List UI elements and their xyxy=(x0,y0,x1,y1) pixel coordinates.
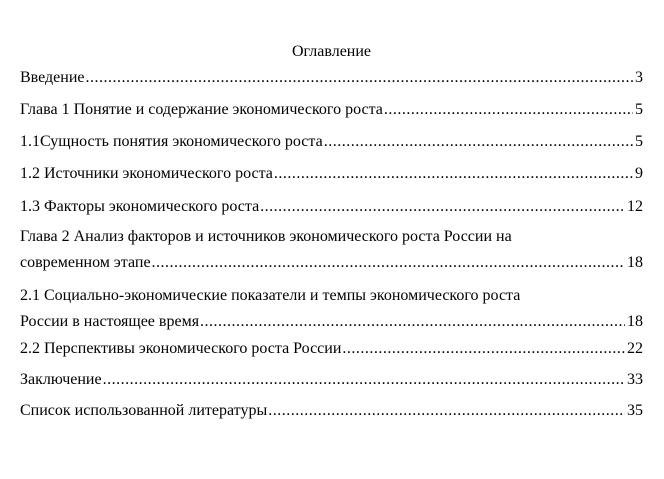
dot-leader xyxy=(103,370,625,390)
toc-entry-text: Заключение xyxy=(20,371,102,388)
toc-entry-page: 18 xyxy=(627,254,643,271)
toc-entry-section-1-3[interactable] xyxy=(20,197,643,217)
toc-entry-text: 1.1Сущность понятия экономического роста xyxy=(20,133,323,150)
toc-entry-section-2-2[interactable] xyxy=(20,339,643,359)
toc-entry-chapter-2[interactable] xyxy=(20,227,643,273)
toc-entry-page: 12 xyxy=(627,198,643,215)
toc-entry-references[interactable] xyxy=(20,401,643,421)
toc-entry-page: 3 xyxy=(635,69,643,86)
toc-entry-introduction[interactable] xyxy=(20,68,643,88)
toc-entry-section-1-1[interactable] xyxy=(20,132,643,152)
dot-leader xyxy=(324,132,633,152)
toc-entry-text: Список использованной литературы xyxy=(20,402,268,419)
toc-entry-page: 33 xyxy=(627,371,643,388)
toc-entry-page: 22 xyxy=(627,340,643,357)
dot-leader xyxy=(384,100,633,120)
toc-entry-page: 5 xyxy=(635,133,643,150)
toc-entry-page: 18 xyxy=(627,313,643,330)
dot-leader xyxy=(268,401,625,421)
toc-entry-text: 1.3 Факторы экономического роста xyxy=(20,198,260,215)
toc-entry-text: Введение xyxy=(20,69,85,86)
toc-entry-text: 1.2 Источники экономического роста xyxy=(20,165,273,182)
dot-leader xyxy=(200,312,625,332)
toc-entry-conclusion[interactable] xyxy=(20,370,643,390)
document-page xyxy=(20,42,643,419)
dot-leader xyxy=(342,339,625,359)
toc-entry-text: 2.2 Перспективы экономического роста России xyxy=(20,340,342,357)
toc-entry-text-line1: 2.1 Социально-экономические показатели и темпы экономического роста xyxy=(20,287,521,304)
toc-entry-chapter-1[interactable] xyxy=(20,100,643,120)
toc-entry-text-line1: Глава 2 Анализ факторов и источников экономического роста России на xyxy=(20,228,512,245)
dot-leader xyxy=(260,197,625,217)
dot-leader xyxy=(152,253,625,273)
dot-leader xyxy=(274,164,633,184)
dot-leader xyxy=(86,68,634,88)
toc-entry-text-line2: современном этапе xyxy=(20,254,151,271)
toc-title: Оглавление xyxy=(291,43,372,60)
toc-entry-page: 35 xyxy=(627,402,643,419)
toc-entry-page: 9 xyxy=(635,165,643,182)
toc-entry-page: 5 xyxy=(635,101,643,118)
toc-entry-section-2-1[interactable] xyxy=(20,286,643,332)
toc-entry-text-line2: России в настоящее время xyxy=(20,313,200,330)
toc-entry-section-1-2[interactable] xyxy=(20,164,643,184)
toc-entry-text: Глава 1 Понятие и содержание экономического роста xyxy=(20,101,383,118)
